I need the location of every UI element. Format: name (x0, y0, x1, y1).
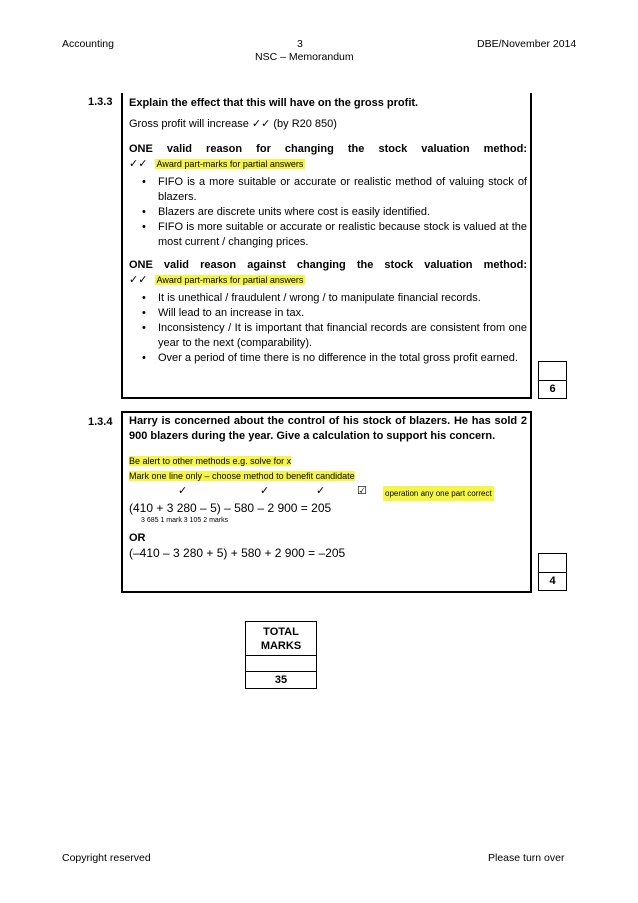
against-reasons-list (129, 291, 527, 366)
for-reasons-list (129, 175, 527, 250)
list-item: • FIFO is a more suitable or accurate or realistic method of valuing stock of blazers. (129, 175, 527, 205)
or-label: OR (129, 532, 146, 544)
against-heading: ONE valid reason against changing the stock valuation method: (129, 259, 527, 271)
tick-1: ✓ (178, 485, 188, 497)
question-text-133: Explain the effect that this will have on the gross profit. (129, 97, 419, 109)
calculation-1: (410 + 3 280 – 5) – 580 – 2 900 = 205 (129, 501, 332, 515)
for-ticks: ✓✓ (129, 158, 148, 170)
question-number-134: 1.3.4 (88, 416, 113, 428)
total-value: 35 (274, 674, 288, 686)
total-label-line1: TOTAL (263, 626, 299, 638)
marks-134: 4 (549, 575, 556, 587)
calculation-1-note: 3 685 1 mark 3 105 2 marks (141, 517, 229, 524)
header-subject: Accounting (62, 38, 114, 50)
marks-box-133 (538, 361, 567, 399)
note-alert: Be alert to other methods e.g. solve for x (129, 456, 292, 466)
marks-box-134 (538, 553, 567, 591)
footer-copyright: Copyright reserved (62, 852, 151, 864)
question-text-134: Harry is concerned about the control of his stock of blazers. He has sold 2 900 blazers during the year. Give a calculation to support his concern. (129, 415, 527, 442)
tick-note: operation any one part correct (383, 486, 494, 501)
list-item: • Over a period of time there is no difference in the total gross profit earned. (129, 351, 527, 366)
total-marks-box (245, 621, 317, 689)
against-ticks: ✓✓ (129, 274, 148, 286)
list-item: • FIFO is more suitable or accurate or realistic because stock is valued at the most current / changing prices. (129, 220, 527, 250)
tick-row (129, 484, 527, 499)
tick-4: ☑ (357, 485, 367, 497)
question-number-133: 1.3.3 (88, 96, 113, 108)
against-marks-line (129, 273, 527, 288)
calculation-2: (–410 – 3 280 + 5) + 580 + 2 900 = –205 (129, 546, 346, 560)
for-heading: ONE valid reason for changing the stock valuation method: (129, 143, 527, 155)
list-item: • It is unethical / fraudulent / wrong / to manipulate financial records. (129, 291, 527, 306)
for-marks-line (129, 157, 527, 172)
list-item: • Inconsistency / It is important that financial records are consistent from one year to the next (comparability). (129, 321, 527, 351)
tick-2: ✓ (260, 485, 270, 497)
tick-3: ✓ (316, 485, 326, 497)
list-item: • Will lead to an increase in tax. (129, 306, 527, 321)
against-note: Award part-marks for partial answers (156, 275, 304, 285)
header-exam: DBE/November 2014 (477, 38, 577, 50)
answer-gross-profit: Gross profit will increase ✓✓ (by R20 850) (129, 118, 337, 130)
page-number: 3 (297, 38, 303, 50)
footer-turn-over: Please turn over (488, 852, 565, 864)
answer-content-133 (129, 96, 527, 366)
total-label-line2: MARKS (260, 640, 302, 652)
total-label (246, 625, 316, 653)
marks-133: 6 (549, 383, 556, 395)
answer-content-134 (129, 414, 527, 561)
header-subtitle: NSC – Memorandum (255, 51, 354, 63)
list-item: • Blazers are discrete units where cost is easily identified. (129, 205, 527, 220)
note-mark-one-line: Mark one line only – choose method to benefit candidate (129, 471, 355, 481)
for-note: Award part-marks for partial answers (156, 159, 304, 169)
